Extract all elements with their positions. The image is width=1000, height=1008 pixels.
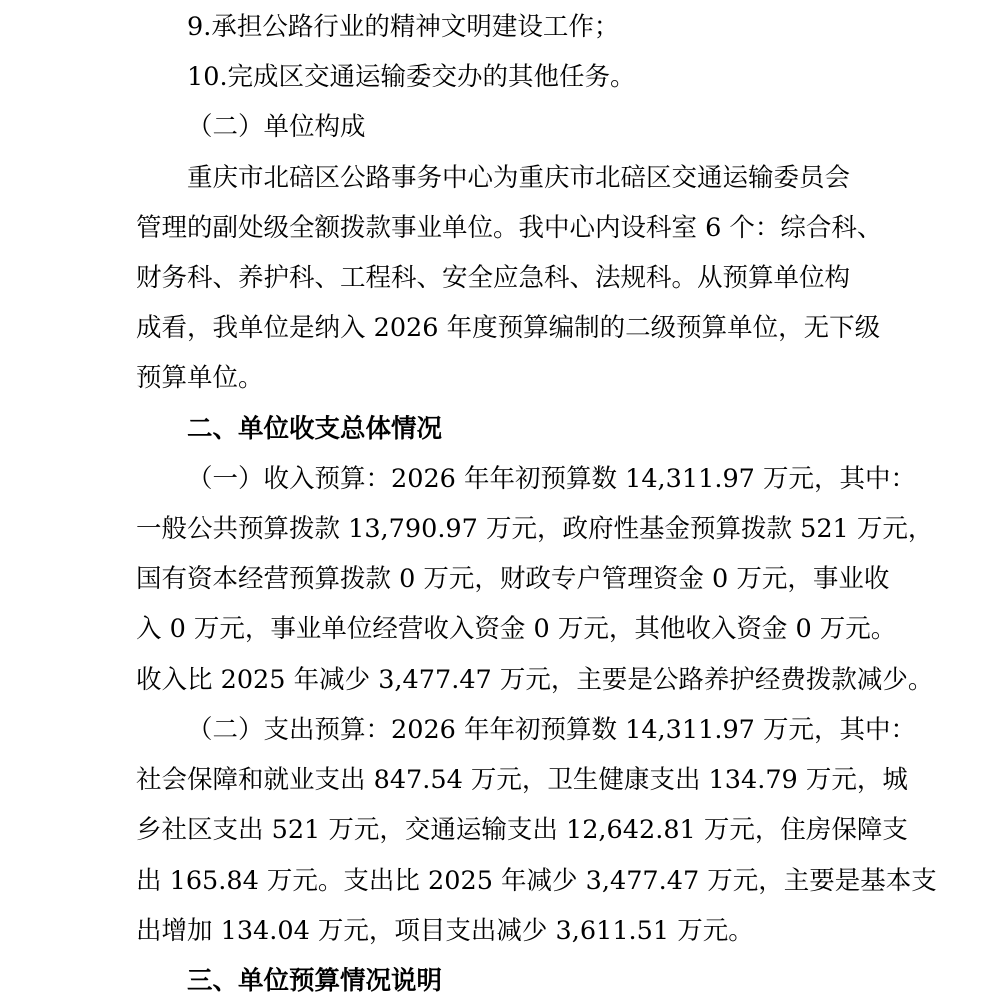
paragraph-line: 管理的副处级全额拨款事业单位。我中心内设科室 6 个：综合科、 — [136, 213, 883, 243]
paragraph-line: 社会保障和就业支出 847.54 万元，卫生健康支出 134.79 万元，城 — [136, 765, 908, 795]
duty-item-9: 9.承担公路行业的精神文明建设工作； — [187, 12, 620, 42]
paragraph-line: 入 0 万元，事业单位经营收入资金 0 万元，其他收入资金 0 万元。 — [136, 614, 897, 644]
subheading-unit-composition: （二）单位构成 — [187, 112, 366, 142]
section-heading-budget-explanation: 三、单位预算情况说明 — [187, 966, 443, 996]
subheading-income-budget: （一）收入预算：2026 年年初预算数 14,311.97 万元，其中： — [187, 464, 916, 494]
paragraph-line: 出增加 134.04 万元，项目支出减少 3,611.51 万元。 — [136, 916, 754, 946]
paragraph-line: 预算单位。 — [136, 363, 264, 393]
section-heading-budget-overview: 二、单位收支总体情况 — [187, 414, 443, 444]
paragraph-line: 成看，我单位是纳入 2026 年度预算编制的二级预算单位，无下级 — [136, 313, 881, 343]
paragraph-line: 财务科、养护科、工程科、安全应急科、法规科。从预算单位构 — [136, 263, 851, 293]
paragraph-line: 重庆市北碚区公路事务中心为重庆市北碚区交通运输委员会 — [187, 163, 851, 193]
paragraph-line: 国有资本经营预算拨款 0 万元，财政专户管理资金 0 万元，事业收 — [136, 564, 890, 594]
paragraph-line: 一般公共预算拨款 13,790.97 万元，政府性基金预算拨款 521 万元， — [136, 514, 934, 544]
paragraph-line: 出 165.84 万元。支出比 2025 年减少 3,477.47 万元，主要是基本支 — [136, 866, 937, 896]
paragraph-line: 乡社区支出 521 万元，交通运输支出 12,642.81 万元，住房保障支 — [136, 815, 908, 845]
duty-item-10: 10.完成区交通运输委交办的其他任务。 — [187, 62, 636, 92]
paragraph-line: 收入比 2025 年减少 3,477.47 万元，主要是公路养护经费拨款减少。 — [136, 665, 934, 695]
subheading-expenditure-budget: （二）支出预算：2026 年年初预算数 14,311.97 万元，其中： — [187, 715, 916, 745]
